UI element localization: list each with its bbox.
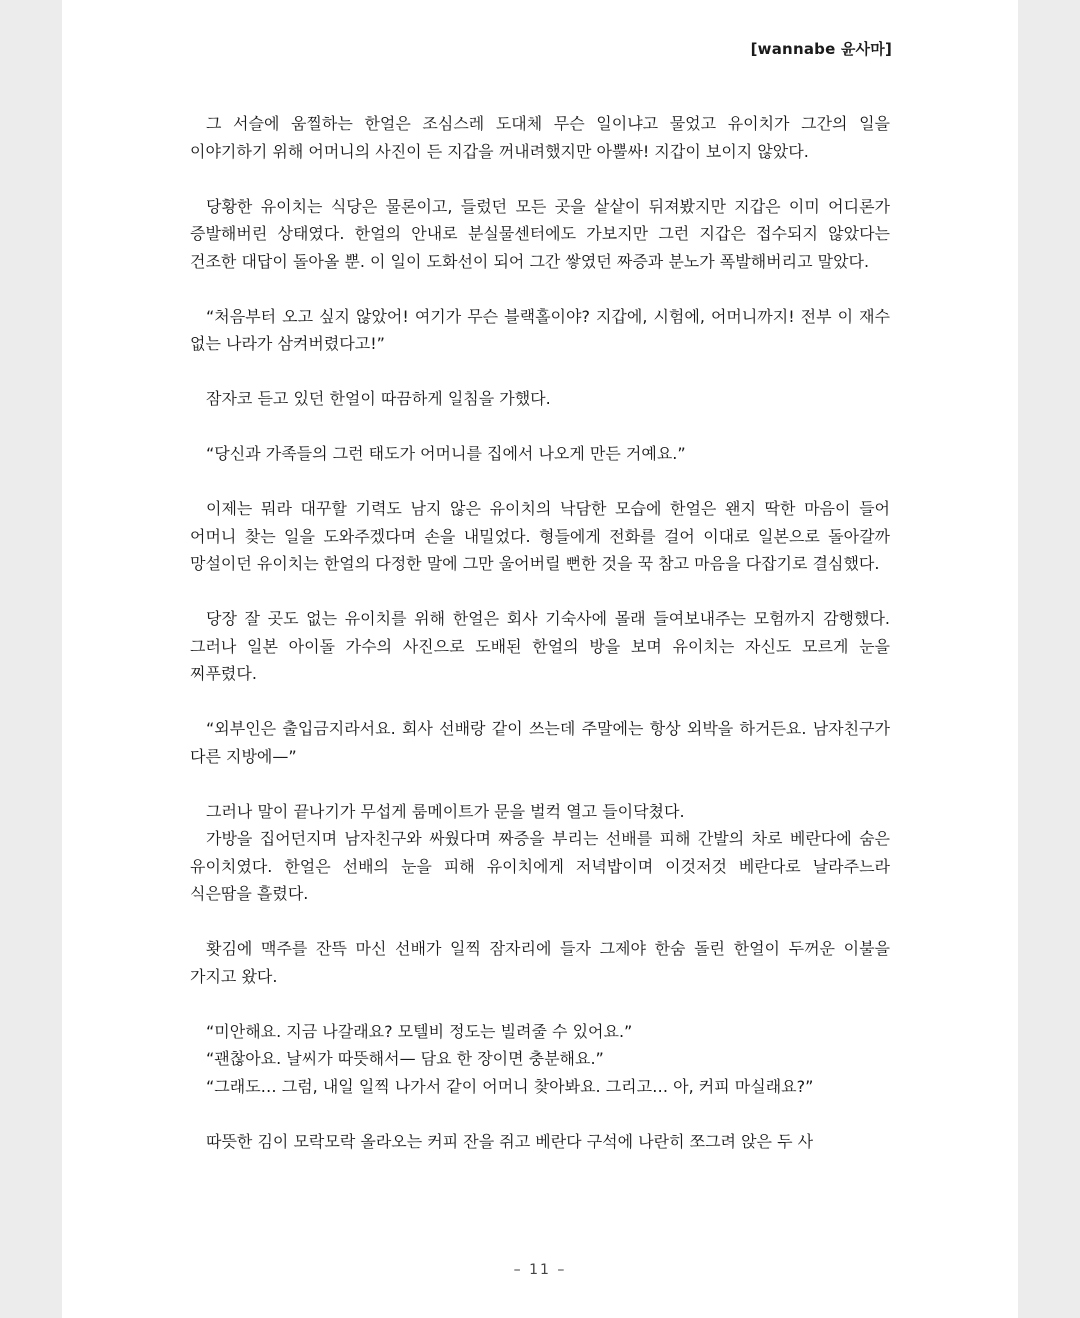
- paragraph: “외부인은 출입금지라서요. 회사 선배랑 같이 쓰는데 주말에는 항상 외박을 하거든요. 남자친구가 다른 지방에—”: [190, 719, 890, 766]
- paragraph: 홧김에 맥주를 잔뜩 마신 선배가 일찍 잠자리에 들자 그제야 한숨 돌린 한얼이 두꺼운 이불을 가지고 왔다.: [190, 939, 890, 986]
- running-header: [wannabe 윤사마]: [750, 40, 892, 58]
- document-body: [190, 110, 890, 1183]
- paragraph: 따뜻한 김이 모락모락 올라오는 커피 잔을 쥐고 베란다 구석에 나란히 쪼그려 앉은 두 사: [206, 1131, 814, 1151]
- document-page: [62, 0, 1018, 1318]
- dialogue-line: “괜찮아요. 날씨가 따뜻해서— 담요 한 장이면 충분해요.”: [206, 1049, 604, 1068]
- paragraph: “당신과 가족들의 그런 태도가 어머니를 집에서 나오게 만든 거예요.”: [206, 444, 686, 463]
- paragraph: 그러나 말이 끝나기가 무섭게 룸메이트가 문을 벌컥 열고 들이닥쳤다.: [206, 801, 685, 821]
- dialogue-line: “미안해요. 지금 나갈래요? 모텔비 정도는 빌려줄 수 있어요.”: [206, 1021, 633, 1041]
- dialogue-line: “그래도… 그럼, 내일 일찍 나가서 같이 어머니 찾아봐요. 그리고… 아, 커피 마실래요?”: [206, 1076, 814, 1096]
- paragraph: 그 서슬에 움찔하는 한얼은 조심스레 도대체 무슨 일이냐고 물었고 유이치가 그간의 일을 이야기하기 위해 어머니의 사진이 든 지갑을 꺼내려했지만 아뿔싸! 지갑이 보이지 않았다.: [190, 114, 890, 161]
- paragraph: “처음부터 오고 싶지 않았어! 여기가 무슨 블랙홀이야? 지갑에, 시험에, 어머니까지! 전부 이 재수 없는 나라가 삼켜버렸다고!”: [190, 306, 890, 353]
- paragraph: 당장 잘 곳도 없는 유이치를 위해 한얼은 회사 기숙사에 몰래 들여보내주는 모험까지 감행했다. 그러나 일본 아이돌 가수의 사진으로 도배된 한얼의 방을 보며 유이치는 자신도 모르게 눈을 찌푸렸다.: [190, 609, 890, 683]
- paragraph: 가방을 집어던지며 남자친구와 싸웠다며 짜증을 부리는 선배를 피해 간발의 차로 베란다에 숨은 유이치였다. 한얼은 선배의 눈을 피해 유이치에게 저녁밥이며 이것저것 베란다로 날라주느라 식은땀을 흘렸다.: [190, 829, 890, 903]
- paragraph: 당황한 유이치는 식당은 물론이고, 들렀던 모든 곳을 샅샅이 뒤져봤지만 지갑은 이미 어디론가 증발해버린 상태였다. 한얼의 안내로 분실물센터에도 가보지만 그런 지갑은 접수되지 않았다는 건조한 대답이 돌아올 뿐. 이 일이 도화선이 되어 그간 쌓였던 짜증과 분노가 폭발해버리고 말았다.: [190, 196, 890, 271]
- paragraph: 이제는 뭐라 대꾸할 기력도 남지 않은 유이치의 낙담한 모습에 한얼은 왠지 딱한 마음이 들어 어머니 찾는 일을 도와주겠다며 손을 내밀었다. 형들에게 전화를 걸어 이대로 일본으로 돌아갈까 망설이던 유이치는 한얼의 다정한 말에 그만 울어버릴 뻔한 것을 꾹 참고 마음을 다잡기로 결심했다.: [190, 499, 890, 573]
- paragraph: 잠자코 듣고 있던 한얼이 따끔하게 일침을 가했다.: [206, 389, 551, 408]
- page-number: – 11 –: [513, 1262, 567, 1278]
